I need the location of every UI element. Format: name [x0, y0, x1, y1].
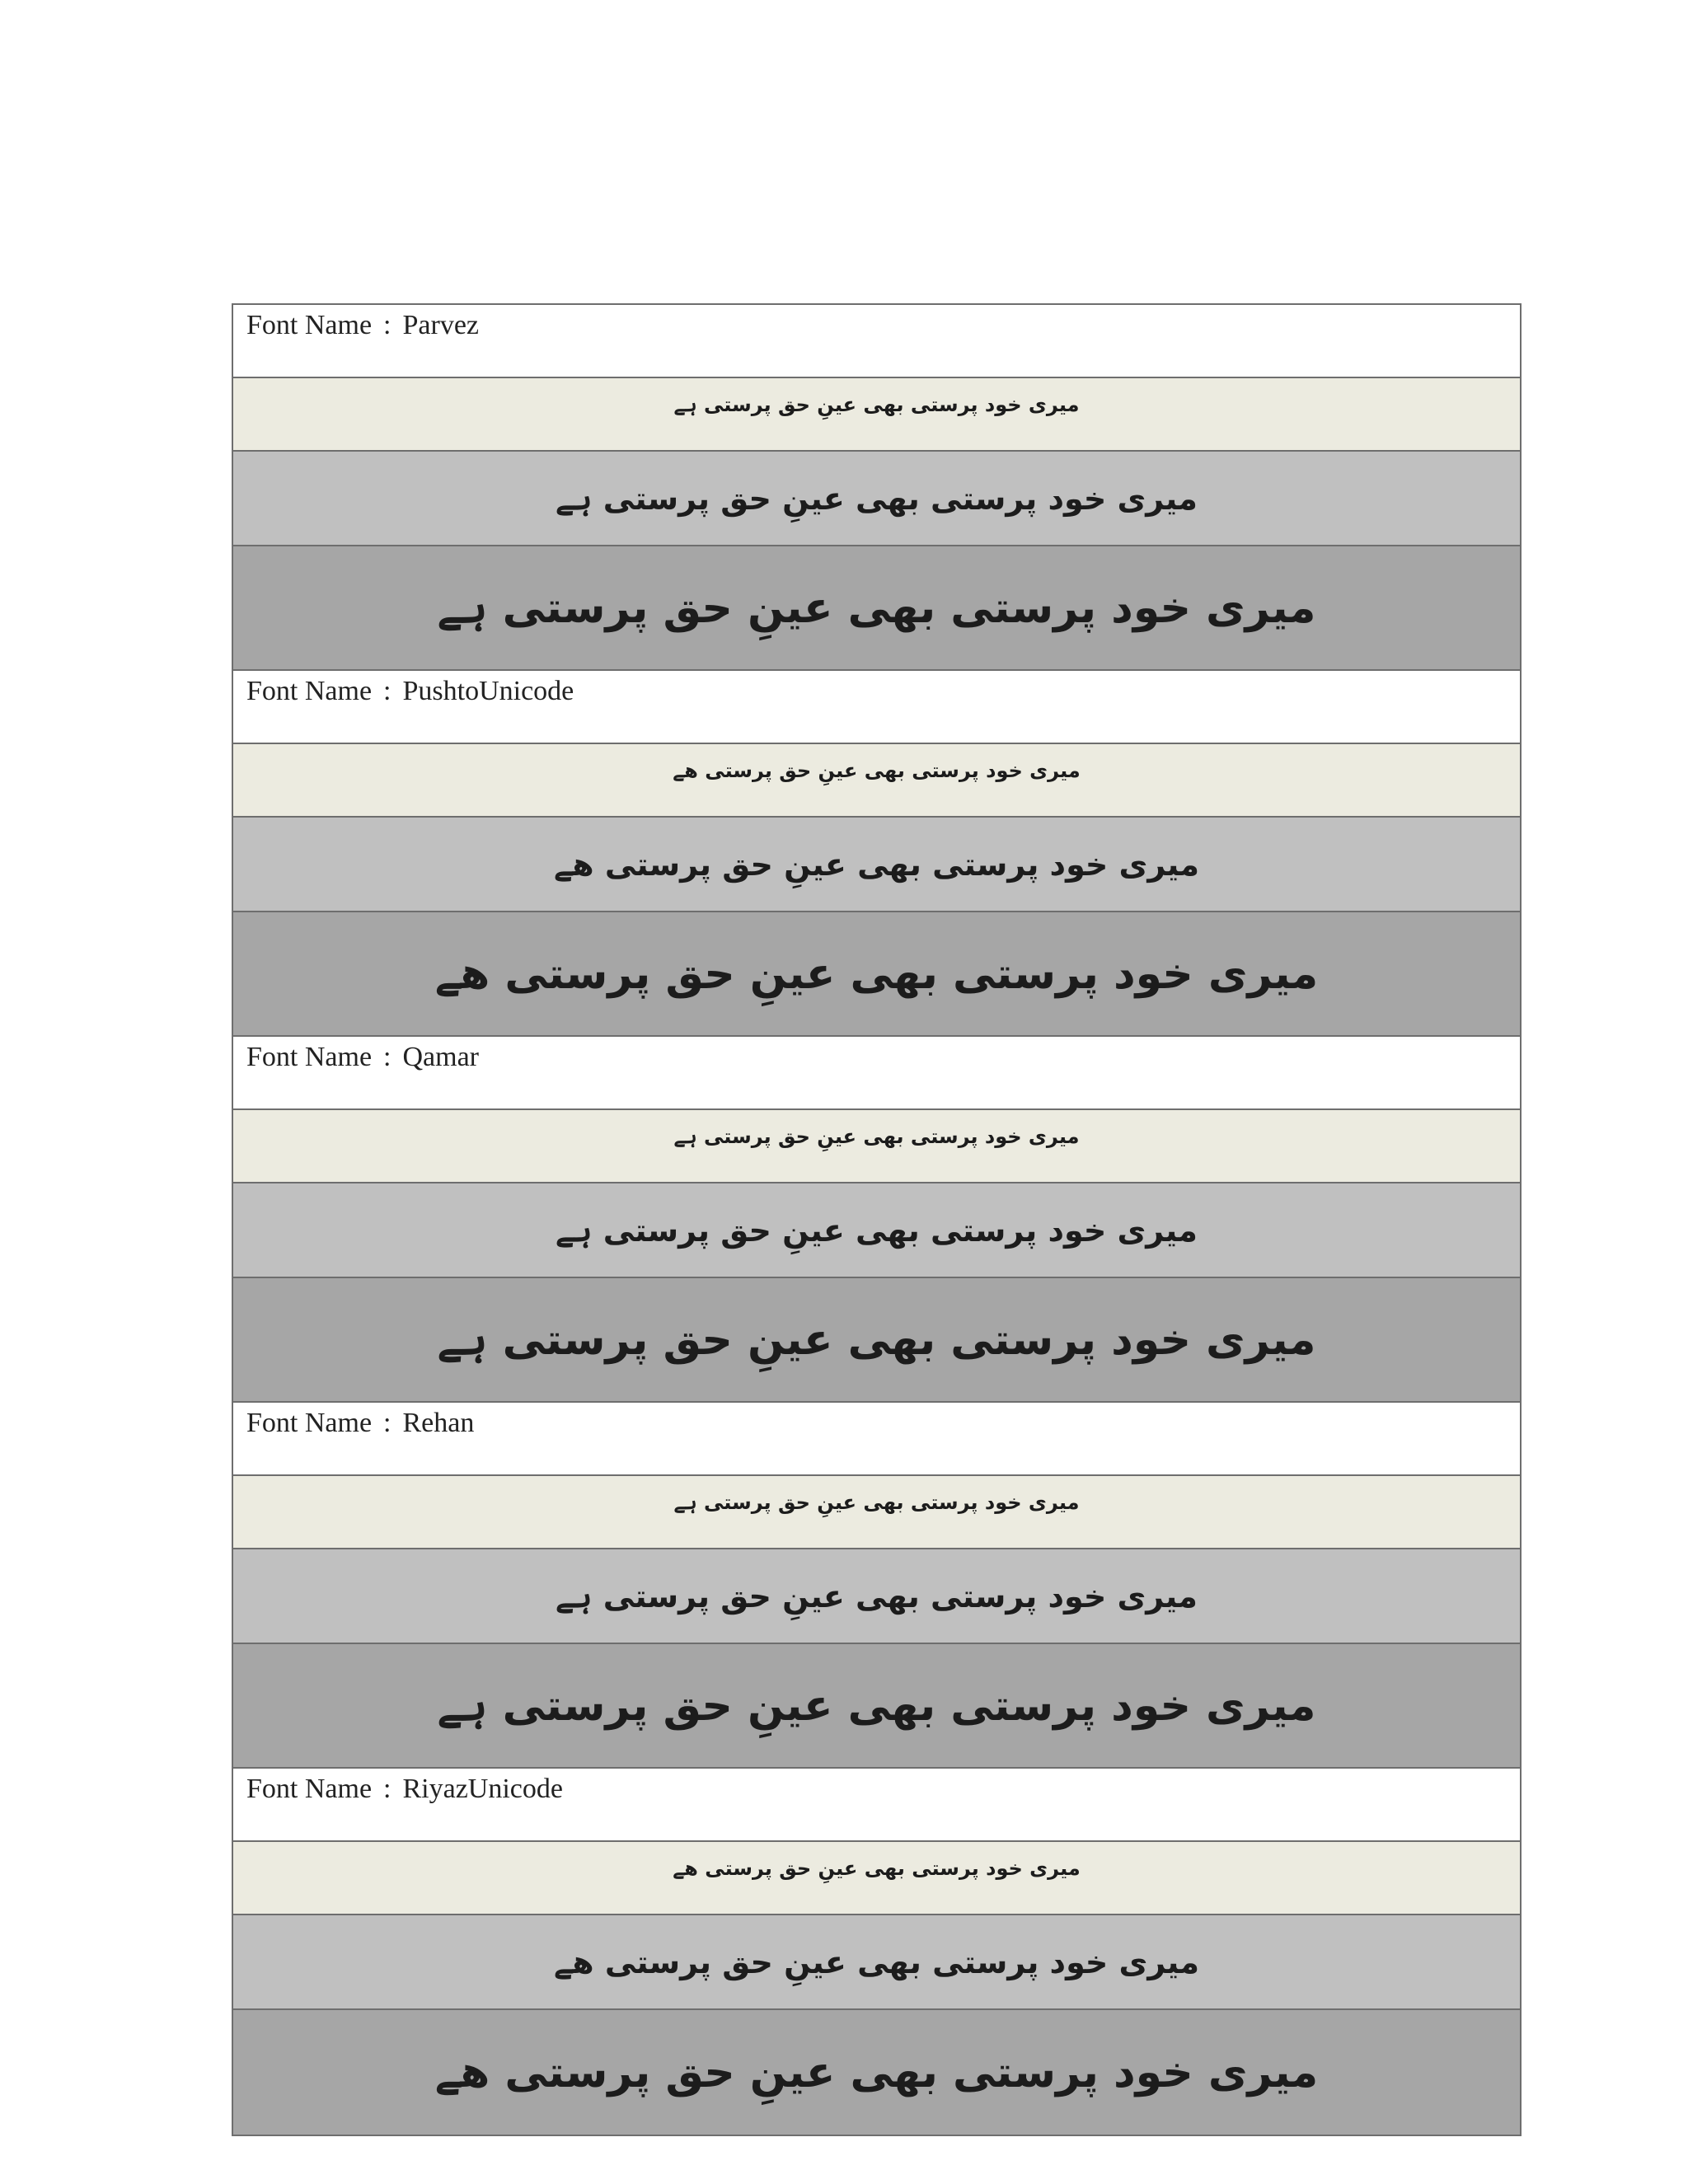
sample-row-medium: [233, 1183, 1520, 1278]
font-name-row: [233, 1037, 1520, 1110]
sample-text-large: میری خود پرستی بھی عینِ حق پرستی ہے: [437, 1315, 1316, 1365]
sample-text-medium: میری خود پرستی بھی عینِ حق پرستی ھے: [554, 1943, 1200, 1980]
sample-row-small: [233, 1476, 1520, 1549]
font-name-value: RiyazUnicode: [402, 1774, 563, 1804]
sample-row-medium: [233, 452, 1520, 546]
font-name-label: [246, 1408, 474, 1439]
sample-row-large: [233, 1644, 1520, 1769]
sample-row-medium: [233, 1915, 1520, 2010]
font-name-prefix: Font Name: [246, 1774, 373, 1804]
sample-row-small: [233, 1110, 1520, 1183]
sample-row-large: [233, 1278, 1520, 1403]
sample-text-large: میری خود پرستی بھی عینِ حق پرستی ھے: [434, 949, 1319, 999]
font-name-value: PushtoUnicode: [402, 676, 574, 706]
font-name-row: [233, 671, 1520, 744]
font-name-separator: :: [383, 1774, 392, 1804]
sample-text-small: میری خود پرستی بھی عینِ حق پرستی ہے: [673, 1491, 1080, 1514]
sample-row-small: [233, 378, 1520, 452]
sample-row-medium: [233, 1549, 1520, 1644]
sample-text-medium: میری خود پرستی بھی عینِ حق پرستی ہے: [556, 1212, 1198, 1249]
sample-text-small: میری خود پرستی بھی عینِ حق پرستی ہے: [673, 393, 1080, 416]
font-name-label: [246, 676, 574, 707]
sample-text-large: میری خود پرستی بھی عینِ حق پرستی ھے: [434, 2047, 1319, 2097]
sample-text-small: میری خود پرستی بھی عینِ حق پرستی ھے: [673, 759, 1081, 782]
font-name-prefix: Font Name: [246, 676, 373, 706]
sample-row-large: [233, 912, 1520, 1037]
font-name-separator: :: [383, 1408, 392, 1438]
sample-text-small: میری خود پرستی بھی عینِ حق پرستی ہے: [673, 1125, 1080, 1148]
font-name-row: [233, 1769, 1520, 1842]
sample-row-medium: [233, 818, 1520, 912]
font-name-value: Qamar: [402, 1042, 480, 1072]
sample-text-large: میری خود پرستی بھی عینِ حق پرستی ہے: [437, 583, 1316, 633]
sample-row-small: [233, 1842, 1520, 1915]
sample-text-medium: میری خود پرستی بھی عینِ حق پرستی ھے: [554, 846, 1200, 883]
sample-row-large: [233, 546, 1520, 671]
font-name-prefix: Font Name: [246, 1408, 373, 1438]
font-name-prefix: Font Name: [246, 1042, 373, 1072]
sample-text-medium: میری خود پرستی بھی عینِ حق پرستی ہے: [556, 480, 1198, 517]
font-name-value: Parvez: [402, 310, 480, 340]
font-name-separator: :: [383, 310, 392, 340]
font-name-label: [246, 1774, 563, 1805]
sample-row-small: [233, 744, 1520, 818]
font-name-row: [233, 305, 1520, 378]
sample-text-small: میری خود پرستی بھی عینِ حق پرستی ھے: [673, 1857, 1081, 1880]
font-name-separator: :: [383, 676, 392, 706]
font-name-label: [246, 1042, 479, 1073]
font-name-label: [246, 310, 479, 341]
font-name-row: [233, 1403, 1520, 1476]
font-name-value: Rehan: [402, 1408, 475, 1438]
sample-row-large: [233, 2010, 1520, 2135]
font-name-prefix: Font Name: [246, 310, 373, 340]
sample-text-medium: میری خود پرستی بھی عینِ حق پرستی ہے: [556, 1577, 1198, 1615]
font-sample-table: [232, 303, 1522, 2136]
font-name-separator: :: [383, 1042, 392, 1072]
sample-text-large: میری خود پرستی بھی عینِ حق پرستی ہے: [437, 1680, 1316, 1731]
